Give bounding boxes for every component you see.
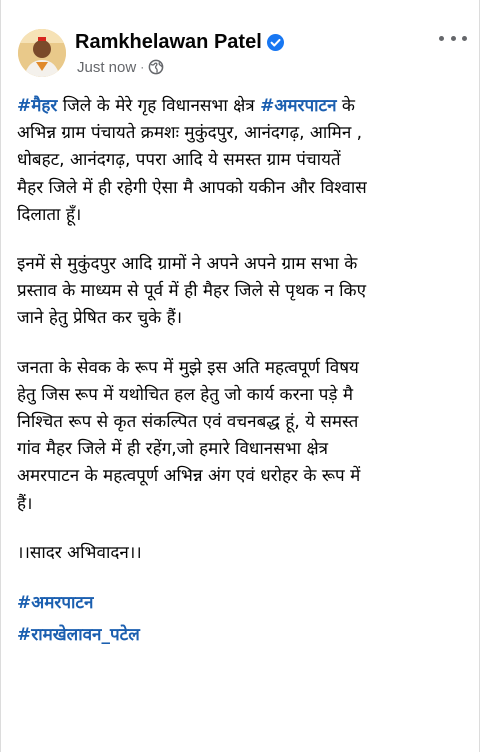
text-line: दिलाता हूँ।: [17, 204, 82, 225]
post-header: [1, 0, 480, 92]
post-hashtags: [17, 587, 469, 651]
text-line: गांव मैहर जिले में ही रहेंग,जो हमारे विधानसभा क्षेत्र: [17, 439, 329, 460]
post-paragraph-2: [17, 251, 469, 333]
more-horizontal-icon: [439, 36, 444, 41]
more-horizontal-icon: [451, 36, 456, 41]
post-paragraph-3: [17, 355, 469, 518]
text-line: अमरपाटन के महत्वपूर्ण अभिन्न अंग एवं धरोहर के रूप में: [17, 466, 361, 487]
text-line: जाने हेतु प्रेषित कर चुके हैं।: [17, 308, 183, 329]
text-line: प्रस्ताव के माध्यम से पूर्व में ही मैहर जिले से पृथक न किए: [17, 281, 366, 302]
text-line: मैहर जिले में ही रहेगी ऐसा मै आपको यकीन और विश्वास: [17, 177, 367, 198]
text-line: धोबहट, आनंदगढ़, पपरा आदि ये समस्त ग्राम पंचायतें: [17, 150, 341, 171]
post-signoff: ।।सादर अभिवादन।।: [17, 542, 142, 563]
text-line: हेतु जिस रूप में यथोचित हल हेतु जो कार्य करना पड़े मै: [17, 384, 354, 405]
text-line: हैं।: [17, 493, 33, 514]
text-line: जनता के सेवक के रूप में मुझे इस अति महत्वपूर्ण विषय: [17, 357, 359, 378]
more-horizontal-icon: [462, 36, 467, 41]
text-line: [17, 93, 469, 120]
avatar[interactable]: [18, 29, 66, 77]
text-segment: के: [336, 96, 355, 116]
author-row: [75, 30, 284, 54]
post-body: [17, 93, 469, 651]
text-line: निश्चित रूप से कृत संकल्पित एवं वचनबद्ध हूं, ये समस्त: [17, 412, 359, 433]
meta-separator: ·: [140, 60, 145, 74]
post-meta: [77, 57, 164, 77]
post-paragraph-1: [17, 93, 469, 229]
author-name[interactable]: Ramkhelawan Patel: [75, 30, 262, 53]
more-options-button[interactable]: [439, 30, 467, 46]
hashtag-link[interactable]: #अमरपाटन: [17, 593, 94, 614]
hashtag-link[interactable]: #अमरपाटन: [260, 96, 337, 116]
timestamp[interactable]: Just now: [77, 58, 137, 76]
globe-icon[interactable]: [148, 59, 164, 75]
text-line: अभिन्न ग्राम पंचायते क्रमशः मुकुंदपुर, आनंदगढ़, आमिन ,: [17, 123, 363, 144]
verified-badge-icon: [267, 34, 284, 51]
text-line: इनमें से मुकुंदपुर आदि ग्रामों ने अपने अपने ग्राम सभा के: [17, 254, 358, 275]
hashtag-link[interactable]: #मैहर: [17, 96, 58, 116]
hashtag-link[interactable]: #रामखेलावन_पटेल: [17, 625, 140, 646]
text-segment: जिले के मेरे गृह विधानसभा क्षेत्र: [57, 96, 261, 116]
avatar-image: [18, 29, 66, 77]
